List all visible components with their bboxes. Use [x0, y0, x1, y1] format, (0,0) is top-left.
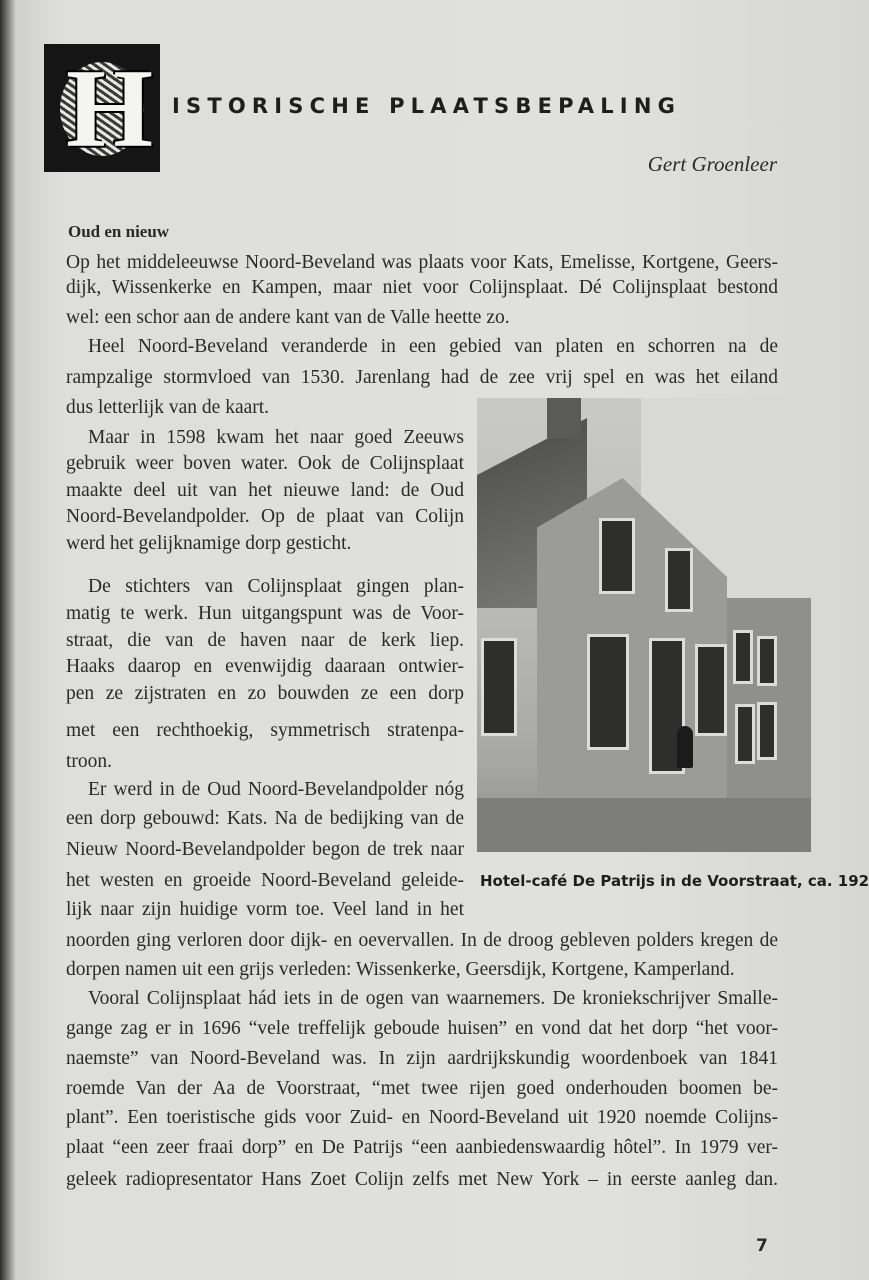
text-line: Op het middeleeuwse Noord-Beveland was plaats voor Kats, Emelisse, Kortgene, Geers- — [66, 252, 778, 273]
text-line: pen ze zijstraten en zo bouwden ze een dorp — [66, 683, 464, 704]
text-line: geleek radiopresentator Hans Zoet Colijn zelfs met New York – in eerste aanleg dan. — [66, 1169, 778, 1190]
photo-chimney — [547, 398, 581, 438]
photo-window — [665, 548, 693, 612]
text-line: lijk naar zijn huidige vorm toe. Veel land in het — [66, 899, 464, 920]
historic-hotel-photo — [477, 398, 811, 852]
text-line: dus letterlijk van de kaart. — [66, 397, 270, 418]
author-name: Gert Groenleer — [647, 152, 777, 176]
text-line: matig te werk. Hun uitgangspunt was de Voor- — [66, 603, 464, 624]
chapter-title: ISTORISCHE PLAATSBEPALING — [172, 94, 682, 118]
photo-window — [735, 704, 755, 764]
text-line: Maar in 1598 kwam het naar goed Zeeuws — [88, 427, 464, 448]
text-line: Vooral Colijnsplaat hád iets in de ogen van waarnemers. De kroniekschrijver Smalle- — [88, 988, 778, 1009]
initial-letter: H — [66, 47, 154, 171]
text-line: het westen en groeide Noord-Beveland geleide- — [66, 870, 464, 891]
text-line: plant”. Een toeristische gids voor Zuid- en Noord-Beveland uit 1920 noemde Colijns- — [66, 1107, 778, 1128]
photo-window — [481, 638, 517, 736]
text-line: werd het gelijknamige dorp gesticht. — [66, 533, 352, 554]
text-line: wel: een schor aan de andere kant van de Valle heette zo. — [66, 307, 510, 328]
photo-window — [599, 518, 635, 594]
text-line: Noord-Bevelandpolder. Op de plaat van Colijn — [66, 506, 464, 527]
text-line: Haaks daarop en evenwijdig daaraan ontwier- — [66, 656, 464, 677]
text-line: met een rechthoekig, symmetrisch stratenpa- — [66, 720, 464, 741]
photo-window — [695, 644, 727, 736]
photo-person — [677, 726, 693, 768]
section-heading: Oud en nieuw — [68, 222, 170, 241]
photo-window — [757, 636, 777, 686]
text-line: De stichters van Colijnsplaat gingen plan- — [88, 576, 464, 597]
photo-window — [587, 634, 629, 750]
text-line: dorpen namen uit een grijs verleden: Wissenkerke, Geersdijk, Kortgene, Kamperland. — [66, 959, 735, 980]
text-line: naemste” van Noord-Beveland was. In zijn aardrijkskundig woordenboek van 1841 — [66, 1048, 778, 1069]
text-line: een dorp gebouwd: Kats. Na de bedijking van de — [66, 808, 464, 829]
page-number: 7 — [756, 1236, 768, 1256]
text-line: gange zag er in 1696 “vele treffelijk geboude huisen” en vond dat het dorp “het voor- — [66, 1018, 778, 1039]
photo-street — [477, 798, 811, 852]
text-line: rampzalige stormvloed van 1530. Jarenlang had de zee vrij spel en was het eiland — [66, 367, 778, 388]
text-line: noorden ging verloren door dijk- en oevervallen. In de droog gebleven polders kregen de — [66, 930, 778, 951]
text-line: maakte deel uit van het nieuwe land: de Oud — [66, 480, 464, 501]
text-line: plaat “een zeer fraai dorp” en De Patrijs “een aanbiedenswaardig hôtel”. In 1979 ver- — [66, 1137, 778, 1158]
photo-window — [733, 630, 753, 684]
decorated-initial-logo — [44, 44, 160, 172]
photo-side-building — [727, 598, 811, 798]
photo-window — [757, 702, 777, 760]
text-line: Er werd in de Oud Noord-Bevelandpolder nóg — [88, 779, 464, 800]
text-line: straat, die van de haven naar de kerk liep. — [66, 630, 464, 651]
text-line: dijk, Wissenkerke en Kampen, maar niet voor Colijnsplaat. Dé Colijnsplaat bestond — [66, 277, 778, 298]
text-line: roemde Van der Aa de Voorstraat, “met twee rijen goed onderhouden boomen be- — [66, 1078, 778, 1099]
photo-caption: Hotel-café De Patrijs in de Voorstraat, ca. 192 — [480, 872, 869, 890]
text-line: Nieuw Noord-Bevelandpolder begon de trek naar — [66, 839, 464, 860]
text-line: Heel Noord-Beveland veranderde in een gebied van platen en schorren na de — [88, 336, 778, 357]
text-line: troon. — [66, 751, 113, 772]
text-line: gebruik weer boven water. Ook de Colijnsplaat — [66, 453, 464, 474]
